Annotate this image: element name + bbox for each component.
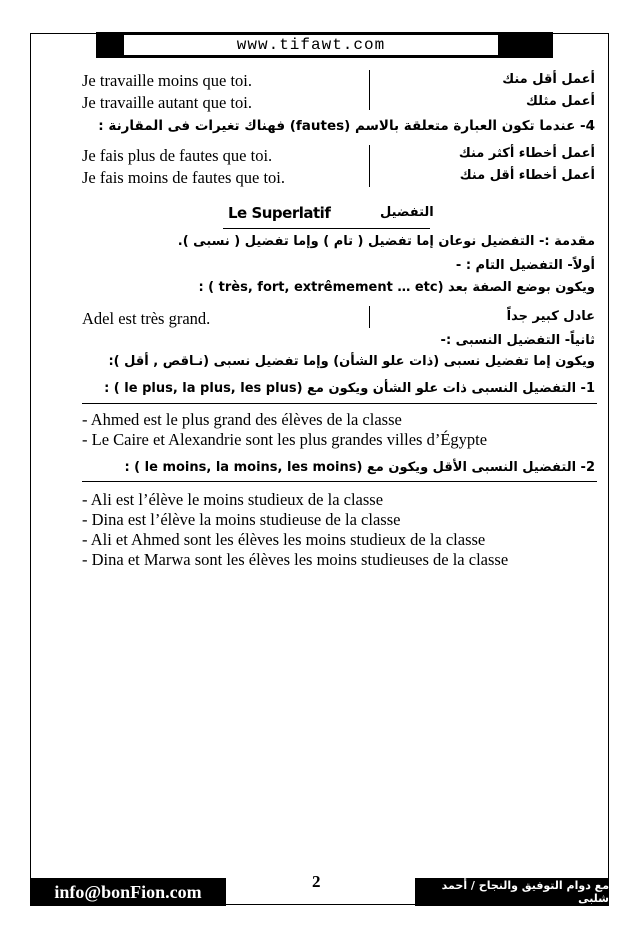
example-line: - Dina est l’élève la moins studieuse de la classe [82, 510, 401, 529]
footer-credit: مع دوام التوفيق والنجاح / أحمد شلبى [415, 878, 609, 906]
arabic-line: أعمل أقل منك [502, 72, 595, 87]
example-line: - Ali est l’élève le moins studieux de la classe [82, 490, 384, 509]
column-divider [369, 306, 370, 328]
second-rule: ويكون إما تفضيل نسبى (ذات علو الشأن) وإما تفضيل نسبى (نـاقص , أقل ): [108, 354, 595, 369]
arabic-line: أعمل أخطاء أقل منك [459, 168, 595, 183]
superlatif-title-ar: التفضيل [380, 205, 434, 220]
rule-underline [82, 403, 597, 404]
column-divider [369, 145, 370, 187]
first-rule: ويكون بوضع الصفة بعد (très, fort, extrêmement … etc ) : [198, 280, 595, 295]
second-heading: ثانياً- التفضيل النسبى :- [440, 333, 595, 348]
title-underline [223, 228, 430, 229]
column-divider [369, 70, 370, 110]
footer-email[interactable]: info@bonFion.com [30, 878, 226, 906]
french-line: Je travaille moins que toi. [82, 71, 253, 90]
first-heading: أولاً- التفضيل التام : - [455, 258, 595, 273]
example-line: - Dina et Marwa sont les élèves les moins studieuses de la classe [82, 550, 509, 569]
page-number: 2 [312, 872, 321, 891]
intro: مقدمة :- التفضيل نوعان إما تفضيل ( تام ) وإما تفضيل ( نسبى ). [177, 234, 595, 249]
arabic-example: عادل كبير جداً [506, 309, 595, 324]
arabic-line: أعمل مثلك [526, 94, 595, 109]
rule-4: 4- عندما تكون العبارة متعلقة بالاسم (fautes) فهناك تغيرات فى المقارنة : [98, 118, 595, 134]
rule-2: 2- التفضيل النسبى الأقل ويكون مع (le moins, la moins, les moins ) : [124, 460, 595, 475]
rule-1: 1- التفضيل النسبى ذات علو الشأن ويكون مع (le plus, la plus, les plus ) : [104, 381, 595, 396]
example-line: - Ali et Ahmed sont les élèves les moins studieux de la classe [82, 530, 486, 549]
french-line: Je travaille autant que toi. [82, 93, 252, 112]
french-line: Je fais plus de fautes que toi. [82, 146, 273, 165]
example-line: - Ahmed est le plus grand des élèves de la classe [82, 410, 402, 429]
french-line: Je fais moins de fautes que toi. [82, 168, 285, 187]
header-site[interactable]: www.tifawt.com [123, 34, 499, 56]
example-line: - Le Caire et Alexandrie sont les plus grandes villes d’Égypte [82, 430, 488, 449]
superlatif-title-fr: Le Superlatif [228, 204, 331, 222]
arabic-line: أعمل أخطاء أكثر منك [458, 146, 595, 161]
rule-underline [82, 481, 597, 482]
french-example: Adel est très grand. [82, 309, 211, 328]
